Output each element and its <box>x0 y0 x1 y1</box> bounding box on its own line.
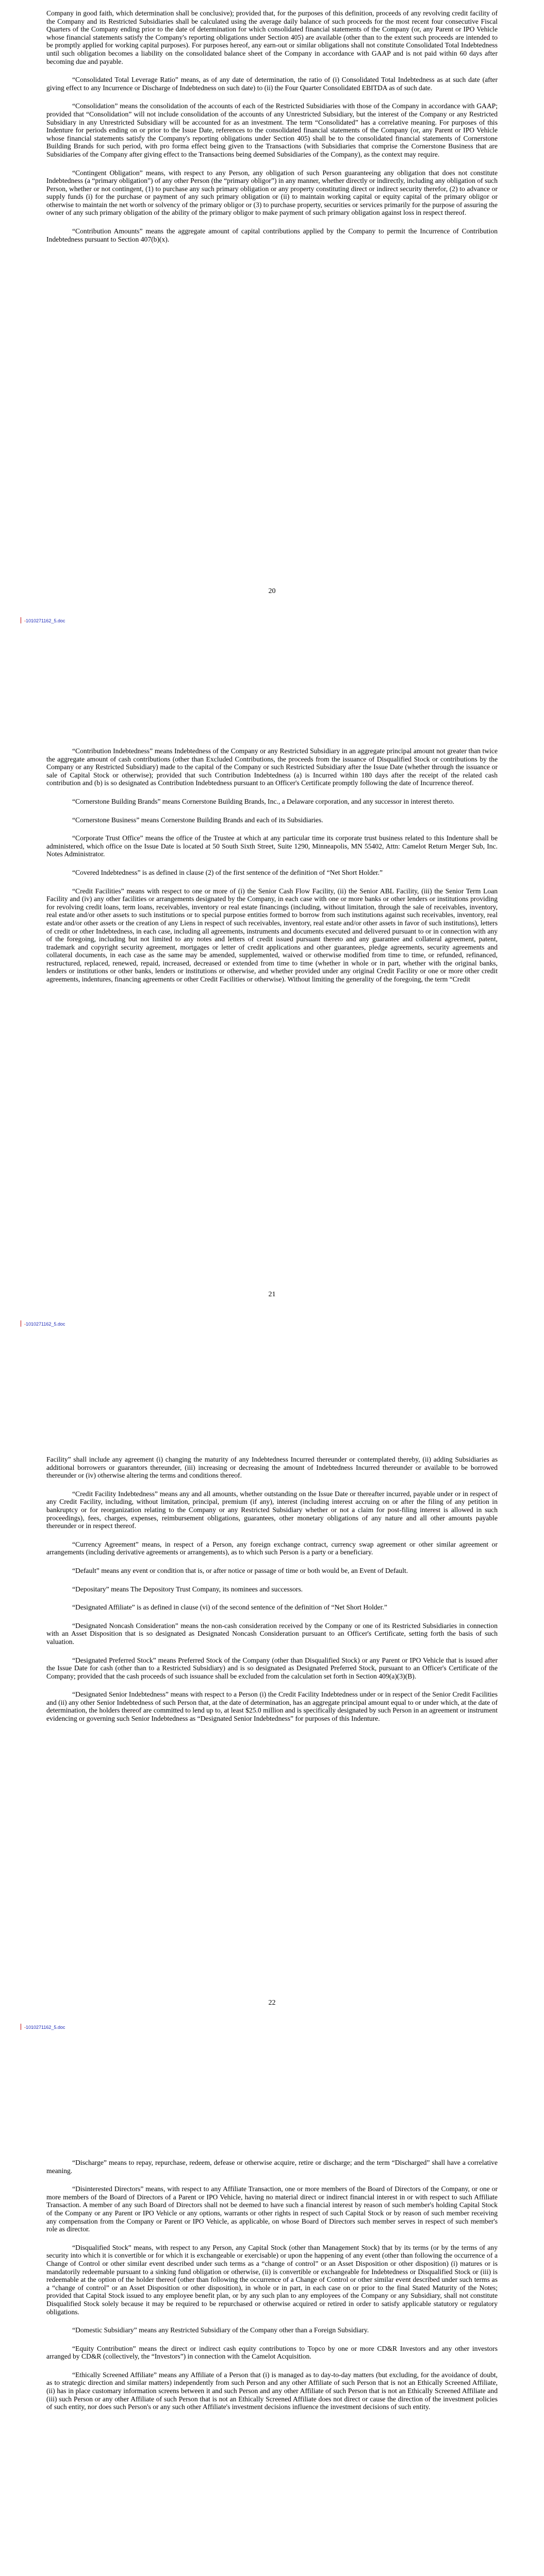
definition-corporate-trust-office: “Corporate Trust Office” means the office of the Trustee at which at any particular time its corporate trust business related to this Indenture shall be administered, which office on the Issue Date is located at 50 South Sixth Street, Suite 1290, Minneapolis, MN 55402, Attn: Camelot Return Merger Sub, Inc. Notes Administrator. <box>46 834 498 858</box>
definition-credit-facilities: “Credit Facilities” means with respect to one or more of (i) the Senior Cash Flow Facility, (ii) the Senior ABL Facility, (iii) the Senior Term Loan Facility and (iv) any other facilities or arrangements designated by the Company, in each case with one or more banks or other lenders or institutions providing for revolving credit loans, term loans, receivables, inventory or real estate financings (including, without limitation, through the sale of receivables, inventory, real estate and/or other assets to such institutions or to special purpose entities formed to borrow from such institutions against such receivables, inventory, real estate and/or other assets or the creation of any Liens in respect of such receivables, inventory, real estate and/or other assets in favor of such institutions), letters of credit or other Indebtedness, in each case, including all agreements, instruments and documents executed and delivered pursuant to or in connection with any of the foregoing, including but not limited to any notes and letters of credit issued pursuant thereto and any guarantee and collateral agreement, patent, trademark and copyright security agreement, mortgages or letter of credit applications and other guarantees, pledge agreements, security agreements and collateral documents, in each case as the same may be amended, supplemented, waived or otherwise modified from time to time, or refunded, refinanced, restructured, replaced, renewed, repaid, increased, decreased or extended from time to time (whether in whole or in part, whether with the original banks, lenders or institutions or other banks, lenders or institutions or otherwise, and whether provided under any original Credit Facility or one or more other credit agreements, indentures, financing agreements or other Credit Facilities or otherwise). Without limiting the generality of the foregoing, the term “Credit <box>46 887 498 984</box>
definition-disqualified-stock: “Disqualified Stock” means, with respect to any Person, any Capital Stock (other than Management Stock) that by its terms (or by the terms of any security into which it is convertible or for which it is exchangeable or exercisable) or upon the happening of any event (other than following the occurrence of a Change of Control or other similar event described under such terms as a “change of control” or an Asset Disposition or other disposition) (i) matures or is mandatorily redeemable pursuant to a sinking fund obligation or otherwise, (ii) is convertible or exchangeable for Indebtedness or Disqualified Stock or (iii) is redeemable at the option of the holder thereof (other than following the occurrence of a Change of Control or other similar event described under such terms as a “change of control” or an Asset Disposition or other disposition), in whole or in part, in each case on or prior to the final Stated Maturity of the Notes; provided that Capital Stock issued to any employee benefit plan, or by any such plan to any employees of the Company or any Subsidiary, shall not constitute Disqualified Stock solely because it may be required to be repurchased or otherwise acquired or retired in order to satisfy applicable statutory or regulatory obligations. <box>46 2243 498 2316</box>
definition-cornerstone-business: “Cornerstone Business” means Cornerstone Building Brands and each of its Subsidiaries. <box>72 816 323 824</box>
footer-document-id: 1010271162_5.doc <box>26 2025 65 2030</box>
definition-designated-affiliate: “Designated Affiliate” is as defined in clause (vi) of the second sentence of the definition of “Net Short Holder.” <box>72 1603 387 1612</box>
definition-covered-indebtedness: “Covered Indebtedness” is as defined in clause (2) of the first sentence of the definition of “Net Short Holder.” <box>72 868 383 876</box>
definition-designated-preferred-stock: “Designated Preferred Stock” means Preferred Stock of the Company (other than Disqualified Stock) or any Parent or IPO Vehicle that is issued after the Issue Date for cash (other than to a Restricted Subsidiary) and is so designated as Designated Preferred Stock, pursuant to an Officer's Certificate of the Company; provided that the cash proceeds of such issuance shall be excluded from the calculation set forth in Section 409(a)(3)(B). <box>46 1656 498 1680</box>
page-number: 20 <box>268 587 276 595</box>
definition-consolidation: “Consolidation” means the consolidation of the accounts of each of the Restricted Subsidiaries with those of the Company in accordance with GAAP; provided that “Consolidation” will not include consolidation of the accounts of any Unrestricted Subsidiary, but the interest of the Company or any Restricted Subsidiary in any Unrestricted Subsidiary will be accounted for as an investment. The term “Consolidated” has a correlative meaning. For purposes of this Indenture for periods ending on or prior to the Issue Date, references to the consolidated financial statements of the Company (or, any Parent or IPO Vehicle whose financial statements satisfy the Company's reporting obligations under Section 405) shall be to the consolidated financial statements of Cornerstone Building Brands for such period, with pro forma effect being given to the Transactions (with Subsidiaries that comprise the Cornerstone Business that are Subsidiaries of the Company after giving effect to the Transactions being deemed Subsidiaries of the Company), as the context may require. <box>46 102 498 158</box>
definition-contingent-obligation: “Contingent Obligation” means, with respect to any Person, any obligation of such Person guaranteeing any obligation that does not constitute Indebtedness (a “primary obligation”) of any other Person (the “primary obligor”) in any manner, whether directly or indirectly, including any obligation of such Person, whether or not contingent, (1) to purchase any such primary obligation or any property constituting direct or indirect security therefor, (2) to advance or supply funds (i) for the purchase or payment of any such primary obligation or (ii) to maintain working capital or equity capital of the primary obligor or otherwise to maintain the net worth or solvency of the primary obligor or (3) to purchase property, securities or services primarily for the purpose of assuring the owner of any such primary obligation of the ability of the primary obligor to make payment of such primary obligation against loss in respect thereof. <box>46 168 498 217</box>
definition-equity-contribution: “Equity Contribution” means the direct or indirect cash equity contributions to Topco by one or more CD&R Investors and any other investors arranged by CD&R (collectively, the “Investors”) in connection with the Camelot Acquisition. <box>46 2344 498 2361</box>
definition-domestic-subsidiary: “Domestic Subsidiary” means any Restricted Subsidiary of the Company other than a Foreign Subsidiary. <box>72 2326 369 2334</box>
footer-document-id: 1010271162_5.doc <box>26 1321 65 1327</box>
page-content <box>46 1455 498 1733</box>
footer-document-id: 1010271162_5.doc <box>26 618 65 623</box>
definition-default: “Default” means any event or condition that is, or after notice or passage of time or both would be, an Event of Default. <box>72 1566 408 1574</box>
definition-designated-noncash-consideration: “Designated Noncash Consideration” means the non-cash consideration received by the Company or one of its Restricted Subsidiaries in connection with an Asset Disposition that is so designated as Designated Noncash Consideration pursuant to an Officer's Certificate, setting forth the basis of such valuation. <box>46 1621 498 1646</box>
definition-contribution-indebtedness: “Contribution Indebtedness” means Indebtedness of the Company or any Restricted Subsidiary in an aggregate principal amount not greater than twice the aggregate amount of cash contributions (other than Excluded Contributions, the proceeds from the issuance of Disqualified Stock or contributions by the Company or any Restricted Subsidiary) made to the capital of the Company or such Restricted Subsidiary after the Issue Date (whether through the issuance or sale of Capital Stock or otherwise); provided that such Contribution Indebtedness (a) is Incurred within 180 days after the receipt of the related cash contribution and (b) is so designated as Contribution Indebtedness pursuant to an Officer's Certificate promptly following the date of Incurrence thereof. <box>46 747 498 787</box>
footer-deleted-id: - <box>24 618 26 623</box>
definition-consolidated-total-leverage-ratio: “Consolidated Total Leverage Ratio” means, as of any date of determination, the ratio of (i) Consolidated Total Indebtedness as at such date (after giving effect to any Incurrence or Discharge of Indebtedness on such date) to (ii) the Four Quarter Consolidated EBITDA as of such date. <box>46 76 498 92</box>
definition-credit-facility-indebtedness: “Credit Facility Indebtedness” means any and all amounts, whether outstanding on the Issue Date or thereafter incurred, payable under or in respect of any Credit Facility, including, without limitation, principal, premium (if any), interest (including interest accruing on or after the filing of any petition in bankruptcy or for reorganization relating to the Company or any Restricted Subsidiary whether or not a claim for post-filing interest is allowed in such proceedings), fees, charges, expenses, reimbursement obligations, guarantees, other monetary obligations of any nature and all other amounts payable thereunder or in respect thereof. <box>46 1489 498 1530</box>
document-footer <box>21 1320 65 1327</box>
paragraph-net-debt-continued: Company in good faith, which determination shall be conclusive); provided that, for the purposes of this definition, proceeds of any revolving credit facility of the Company and its Restricted Subsidiaries shall be calculated using the average daily balance of such proceeds for the most recent four consecutive Fiscal Quarters of the Company ending prior to the date of determination for which consolidated financial statements of the Company (or, any Parent or IPO Vehicle whose financial statements satisfy the Company's reporting obligations under Section 405) are available (other than to the extent such proceeds are intended to be promptly applied for working capital purposes). For purposes hereof, any earn-out or similar obligations shall not constitute Consolidated Total Indebtedness until such obligation becomes a liability on the consolidated balance sheet of the Company in accordance with GAAP and is not paid within 60 days after becoming due and payable. <box>46 9 498 65</box>
page-number: 21 <box>268 1291 276 1298</box>
definition-depositary: “Depositary” means The Depository Trust Company, its nominees and successors. <box>72 1585 303 1593</box>
page-number: 22 <box>268 1999 276 2007</box>
footer-deleted-id: - <box>24 1321 26 1327</box>
definition-discharge: “Discharge” means to repay, repurchase, redeem, defease or otherwise acquire, retire or discharge; and the term “Discharged” shall have a correlative meaning. <box>46 2159 498 2175</box>
paragraph-credit-facility-continued: Facility” shall include any agreement (i) changing the maturity of any Indebtedness Incurred thereunder or contemplated thereby, (ii) adding Subsidiaries as additional borrowers or guarantors thereunder, (iii) increasing or decreasing the amount of Indebtedness Incurred thereunder or available to be borrowed thereunder or (iv) otherwise altering the terms and conditions thereof. <box>46 1455 498 1480</box>
definition-disinterested-directors: “Disinterested Directors” means, with respect to any Affiliate Transaction, one or more members of the Board of Directors of the Company, or one or more members of the Board of Directors of a Parent or IPO Vehicle, having no material direct or indirect financial interest in or with respect to such Affiliate Transaction. A member of any such Board of Directors shall not be deemed to have such a financial interest by reason of such member's holding Capital Stock of the Company or any Parent or IPO Vehicle or any options, warrants or other rights in respect of such Capital Stock or by reason of such member receiving any compensation from the Company or Parent or IPO Vehicle, as applicable, on whose Board of Directors such member serves in respect of such member's role as director. <box>46 2185 498 2233</box>
page-content <box>46 747 498 994</box>
page-content <box>46 9 498 253</box>
definition-contribution-amounts: “Contribution Amounts” means the aggregate amount of capital contributions applied by the Company to permit the Incurrence of Contribution Indebtedness pursuant to Section 407(b)(x). <box>46 227 498 243</box>
footer-deleted-id: - <box>24 2025 26 2030</box>
definition-currency-agreement: “Currency Agreement” means, in respect of a Person, any foreign exchange contract, currency swap agreement or other similar agreement or arrangements (including derivative agreements or arrangements), as to which such Person is a party or a beneficiary. <box>46 1540 498 1556</box>
definition-cornerstone-building-brands: “Cornerstone Building Brands” means Cornerstone Building Brands, Inc., a Delaware corporation, and any successor in interest thereto. <box>72 797 455 805</box>
definition-ethically-screened-affiliate: “Ethically Screened Affiliate” means any Affiliate of a Person that (i) is managed as to day-to-day matters (but excluding, for the avoidance of doubt, as to strategic direction and similar matters) independently from such Person and any other Affiliate of such Person that is not an Ethically Screened Affiliate, (ii) has in place customary information screens between it and such Person and any other Affiliate of such Person that is not an Ethically Screened Affiliate and (iii) such Person or any other Affiliate of such Person that is not an Ethically Screened Affiliate does not direct or cause the direction of the investment policies of such entity, nor does such Person's or any such other Affiliate's investment decisions influence the investment decisions of such entity. <box>46 2370 498 2411</box>
page-content <box>46 2159 498 2421</box>
document-footer <box>21 617 65 623</box>
definition-designated-senior-indebtedness: “Designated Senior Indebtedness” means with respect to a Person (i) the Credit Facility Indebtedness under or in respect of the Senior Credit Facilities and (ii) any other Senior Indebtedness of such Person that, at the date of determination, has an aggregate principal amount equal to or under which, at the date of determination, the holders thereof are committed to lend up to, at least $25.0 million and is specifically designated by such Person in an agreement or instrument evidencing or governing such Senior Indebtedness as “Designated Senior Indebtedness” for purposes of this Indenture. <box>46 1690 498 1723</box>
document-footer <box>21 2024 65 2030</box>
